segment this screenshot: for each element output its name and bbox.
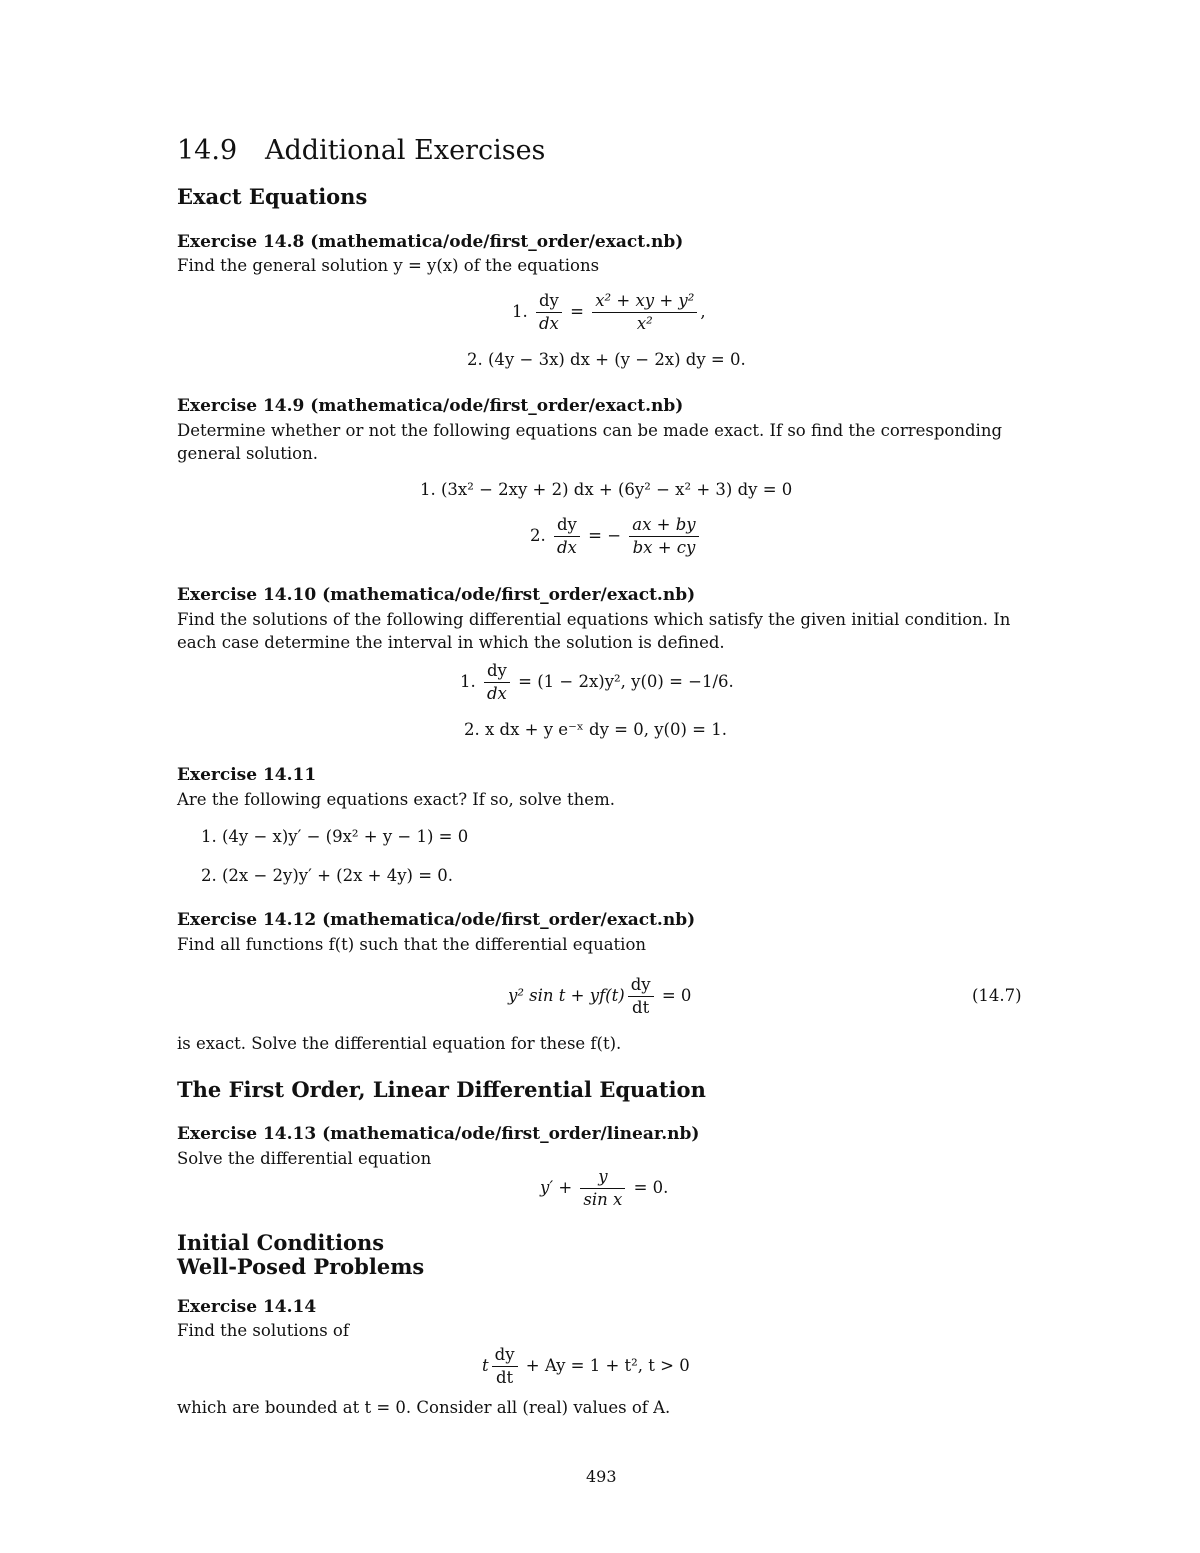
exercise-14-9-eq2: 2. $\frac{dy}{dx}$ = − $\frac{ax + by}{bx + cy}$ bbox=[530, 514, 702, 559]
subsection-exact-equations: Exact Equations bbox=[177, 184, 368, 209]
eq-number: 1. bbox=[460, 672, 476, 691]
numerator: dy bbox=[557, 515, 577, 534]
exercise-14-8-eq2 bbox=[467, 350, 746, 369]
fraction bbox=[484, 660, 510, 705]
numerator: dy bbox=[539, 291, 559, 310]
fraction bbox=[580, 1166, 625, 1211]
variable-t: t bbox=[482, 1356, 489, 1375]
exercise-14-10-eq1 bbox=[460, 660, 734, 705]
exercise-14-11-eq1: 1. (4y − x)y′ − (9x² + y − 1) = 0 bbox=[201, 827, 469, 846]
exercise-14-12-after: is exact. Solve the differential equation for these f(t). bbox=[177, 1034, 622, 1053]
eq-number: 2. bbox=[467, 350, 483, 369]
exercise-14-14-heading: Exercise 14.14 bbox=[177, 1297, 317, 1317]
page-number: 493 bbox=[586, 1467, 617, 1486]
equation-rhs: = 0. bbox=[633, 1178, 669, 1197]
exercise-14-10-text: Find the solutions of the following differential equations which satisfy the given initial condition. In each case determine the interval in which the solution is defined. bbox=[177, 610, 1011, 652]
subsection-initial-conditions: Initial Conditions bbox=[177, 1230, 385, 1255]
equation-lhs: y′ + bbox=[540, 1178, 573, 1197]
exercise-14-9-heading: Exercise 14.9 (mathematica/ode/first_order/exact.nb) bbox=[177, 396, 684, 416]
exercise-14-12-equation bbox=[508, 974, 691, 1019]
denominator: dx bbox=[554, 536, 580, 559]
subsection-linear: The First Order, Linear Differential Equation bbox=[177, 1077, 706, 1102]
exercise-14-14-after: which are bounded at t = 0. Consider all (real) values of A. bbox=[177, 1398, 671, 1417]
fraction bbox=[628, 974, 654, 1019]
exercise-14-9-eq1 bbox=[420, 480, 792, 499]
exercise-14-11-text: Are the following equations exact? If so, solve them. bbox=[177, 790, 615, 809]
subsection-well-posed: Well-Posed Problems bbox=[177, 1254, 425, 1279]
eq-number: 1. bbox=[512, 302, 528, 321]
fraction bbox=[554, 514, 580, 559]
section-number: 14.9 bbox=[177, 135, 238, 166]
equation: (4y − 3x) dx + (y − 2x) dy = 0. bbox=[488, 350, 746, 369]
eq-number: 2. bbox=[530, 526, 546, 545]
exercise-14-14-equation bbox=[482, 1344, 690, 1389]
denominator: x² bbox=[592, 312, 697, 335]
denominator: bx + cy bbox=[629, 536, 698, 559]
exercise-14-8-heading: Exercise 14.8 (mathematica/ode/first_order/exact.nb) bbox=[177, 232, 684, 252]
numerator: ax + by bbox=[632, 515, 696, 534]
exercise-14-13-equation bbox=[540, 1166, 668, 1211]
exercise-14-13-text: Solve the differential equation bbox=[177, 1149, 432, 1168]
equation-lhs: y² sin t + yf(t) bbox=[508, 986, 625, 1005]
exercise-14-12-text: Find all functions f(t) such that the differential equation bbox=[177, 935, 647, 954]
exercise-14-14-text: Find the solutions of bbox=[177, 1321, 349, 1340]
exercise-14-10-eq2 bbox=[464, 720, 727, 739]
eq-number: 1. bbox=[420, 480, 436, 499]
exercise-14-8-eq1: 1. $\frac{dy}{dx}$ = $\frac{\text{x² + xy + y²}}{\text{x²}}$ , bbox=[512, 291, 706, 333]
fraction bbox=[536, 290, 562, 335]
denominator: dx bbox=[536, 312, 562, 335]
equation: (3x² − 2xy + 2) dx + (6y² − x² + 3) dy = 0 bbox=[441, 480, 793, 499]
eq-number: 2. bbox=[464, 720, 480, 739]
numerator: dy bbox=[630, 975, 651, 994]
equation: x dx + y e⁻ˣ dy = 0, y(0) = 1. bbox=[485, 720, 727, 739]
exercise-14-8-text: Find the general solution y = y(x) of the equations bbox=[177, 256, 600, 275]
numerator: y bbox=[598, 1167, 608, 1186]
equation-rhs: + Ay = 1 + t², t > 0 bbox=[525, 1356, 690, 1375]
numerator: dy bbox=[487, 661, 507, 680]
denominator: dt bbox=[628, 996, 654, 1019]
denominator: sin x bbox=[580, 1188, 625, 1211]
fraction bbox=[492, 1344, 518, 1389]
exercise-14-12-heading: Exercise 14.12 (mathematica/ode/first_order/exact.nb) bbox=[177, 910, 696, 930]
denominator: dx bbox=[484, 682, 510, 705]
exercise-14-11-eq2: 2. (2x − 2y)y′ + (2x + 4y) = 0. bbox=[201, 866, 454, 885]
exercise-14-11-heading: Exercise 14.11 bbox=[177, 765, 317, 785]
exercise-14-9-text: Determine whether or not the following equations can be made exact. If so find the corresponding general solution. bbox=[177, 421, 1003, 463]
numerator: dy bbox=[494, 1345, 515, 1364]
equation-rhs: = 0 bbox=[661, 986, 692, 1005]
denominator: dt bbox=[492, 1366, 518, 1389]
exercise-14-13-heading: Exercise 14.13 (mathematica/ode/first_order/linear.nb) bbox=[177, 1124, 700, 1144]
numerator: x² + xy + y² bbox=[595, 291, 695, 310]
fraction bbox=[592, 290, 697, 335]
equation: = (1 − 2x)y², y(0) = −1/6. bbox=[518, 672, 734, 691]
section-title: Additional Exercises bbox=[265, 135, 546, 166]
fraction bbox=[629, 514, 698, 559]
exercise-14-10-heading: Exercise 14.10 (mathematica/ode/first_order/exact.nb) bbox=[177, 585, 696, 605]
equation-label: (14.7) bbox=[972, 986, 1022, 1005]
